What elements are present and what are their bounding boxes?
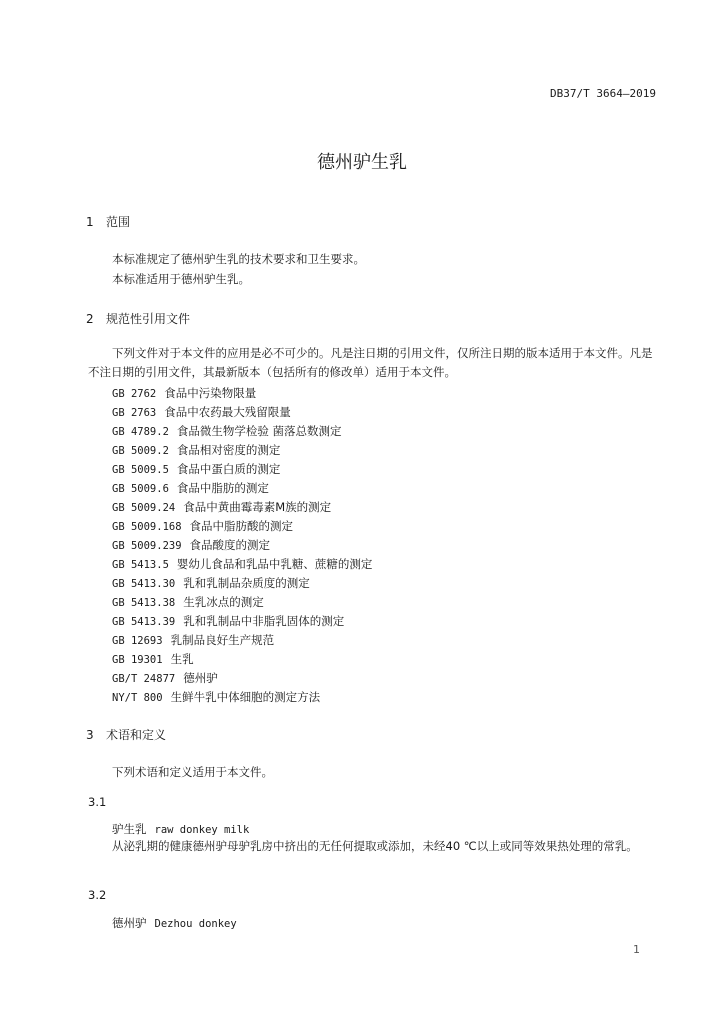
reference-item bbox=[112, 499, 331, 515]
reference-code: GB 12693 bbox=[112, 635, 163, 647]
term-definition: 从泌乳期的健康德州驴母驴乳房中挤出的无任何提取或添加，未经40 ℃以上或同等效果热处理的常乳。 bbox=[112, 839, 638, 853]
reference-title: 婴幼儿食品和乳品中乳糖、蔗糖的测定 bbox=[176, 557, 373, 571]
reference-code: GB 5009.2 bbox=[112, 445, 169, 457]
paragraph: 下列术语和定义适用于本文件。 bbox=[112, 765, 273, 779]
section-3-heading bbox=[86, 726, 166, 743]
term-chinese: 驴生乳 bbox=[112, 822, 147, 836]
reference-title: 生乳 bbox=[170, 652, 194, 666]
reference-item bbox=[112, 461, 280, 477]
reference-item bbox=[112, 651, 194, 667]
reference-title: 食品中农药最大残留限量 bbox=[164, 405, 291, 419]
reference-code: GB 5413.5 bbox=[112, 559, 169, 571]
reference-code: GB 5413.38 bbox=[112, 597, 176, 609]
reference-code: GB 5009.6 bbox=[112, 483, 169, 495]
reference-item bbox=[112, 385, 256, 401]
page-number: 1 bbox=[633, 943, 640, 956]
reference-title: 食品中脂肪的测定 bbox=[176, 481, 269, 495]
reference-title: 德州驴 bbox=[183, 671, 218, 685]
reference-title: 食品微生物学检验 菌落总数测定 bbox=[176, 424, 342, 438]
paragraph: 本标准规定了德州驴生乳的技术要求和卫生要求。 bbox=[112, 252, 365, 266]
section-2-heading bbox=[86, 310, 190, 327]
reference-item bbox=[112, 689, 320, 705]
reference-title: 食品中脂肪酸的测定 bbox=[189, 519, 294, 533]
reference-code: GB 5009.5 bbox=[112, 464, 169, 476]
reference-code: GB 5413.30 bbox=[112, 578, 176, 590]
reference-title: 食品相对密度的测定 bbox=[176, 443, 281, 457]
reference-title: 乳制品良好生产规范 bbox=[170, 633, 275, 647]
section-number: 1 bbox=[86, 215, 94, 229]
reference-title: 食品中黄曲霉毒素M族的测定 bbox=[183, 500, 332, 514]
paragraph: 下列文件对于本文件的应用是必不可少的。凡是注日期的引用文件，仅所注日期的版本适用于本文件。凡是不注日期的引用文件，其最新版本（包括所有的修改单）适用于本文件。 bbox=[88, 346, 653, 379]
reference-code: GB 19301 bbox=[112, 654, 163, 666]
term-chinese: 德州驴 bbox=[112, 916, 147, 930]
reference-code: GB 2763 bbox=[112, 407, 157, 419]
reference-title: 食品中污染物限量 bbox=[164, 386, 257, 400]
reference-code: GB 5413.39 bbox=[112, 616, 176, 628]
reference-item bbox=[112, 556, 372, 572]
reference-item bbox=[112, 518, 293, 534]
reference-item bbox=[112, 480, 269, 496]
reference-title: 食品中蛋白质的测定 bbox=[176, 462, 281, 476]
reference-item bbox=[112, 423, 342, 439]
reference-title: 食品酸度的测定 bbox=[189, 538, 271, 552]
term-entry bbox=[112, 821, 249, 837]
reference-code: NY/T 800 bbox=[112, 692, 163, 704]
reference-code: GB 5009.24 bbox=[112, 502, 176, 514]
section-title: 术语和定义 bbox=[106, 728, 167, 742]
document-title: 德州驴生乳 bbox=[317, 152, 407, 173]
reference-item bbox=[112, 442, 280, 458]
term-number: 3.1 bbox=[88, 795, 107, 809]
reference-title: 生鲜牛乳中体细胞的测定方法 bbox=[170, 690, 321, 704]
reference-item bbox=[112, 404, 291, 420]
section-number: 2 bbox=[86, 312, 94, 326]
reference-item bbox=[112, 575, 310, 591]
reference-title: 生乳冰点的测定 bbox=[183, 595, 264, 609]
term-number: 3.2 bbox=[88, 888, 107, 902]
reference-item bbox=[112, 613, 344, 629]
reference-code: GB 4789.2 bbox=[112, 426, 169, 438]
reference-title: 乳和乳制品杂质度的测定 bbox=[183, 576, 310, 590]
reference-item bbox=[112, 670, 218, 686]
reference-code: GB 2762 bbox=[112, 388, 157, 400]
section-title: 范围 bbox=[106, 215, 131, 229]
paragraph: 本标准适用于德州驴生乳。 bbox=[112, 272, 250, 286]
reference-code: GB 5009.239 bbox=[112, 540, 182, 552]
reference-item bbox=[112, 632, 274, 648]
section-1-heading bbox=[86, 213, 130, 230]
reference-item bbox=[112, 537, 270, 553]
reference-code: GB/T 24877 bbox=[112, 673, 176, 685]
term-entry bbox=[112, 915, 237, 931]
term-english: raw donkey milk bbox=[154, 824, 250, 836]
reference-code: GB 5009.168 bbox=[112, 521, 182, 533]
term-english: Dezhou donkey bbox=[154, 918, 237, 930]
reference-item bbox=[112, 594, 264, 610]
reference-title: 乳和乳制品中非脂乳固体的测定 bbox=[183, 614, 345, 628]
section-number: 3 bbox=[86, 728, 94, 742]
document-code: DB37/T 3664—2019 bbox=[550, 87, 656, 100]
section-title: 规范性引用文件 bbox=[106, 312, 191, 326]
